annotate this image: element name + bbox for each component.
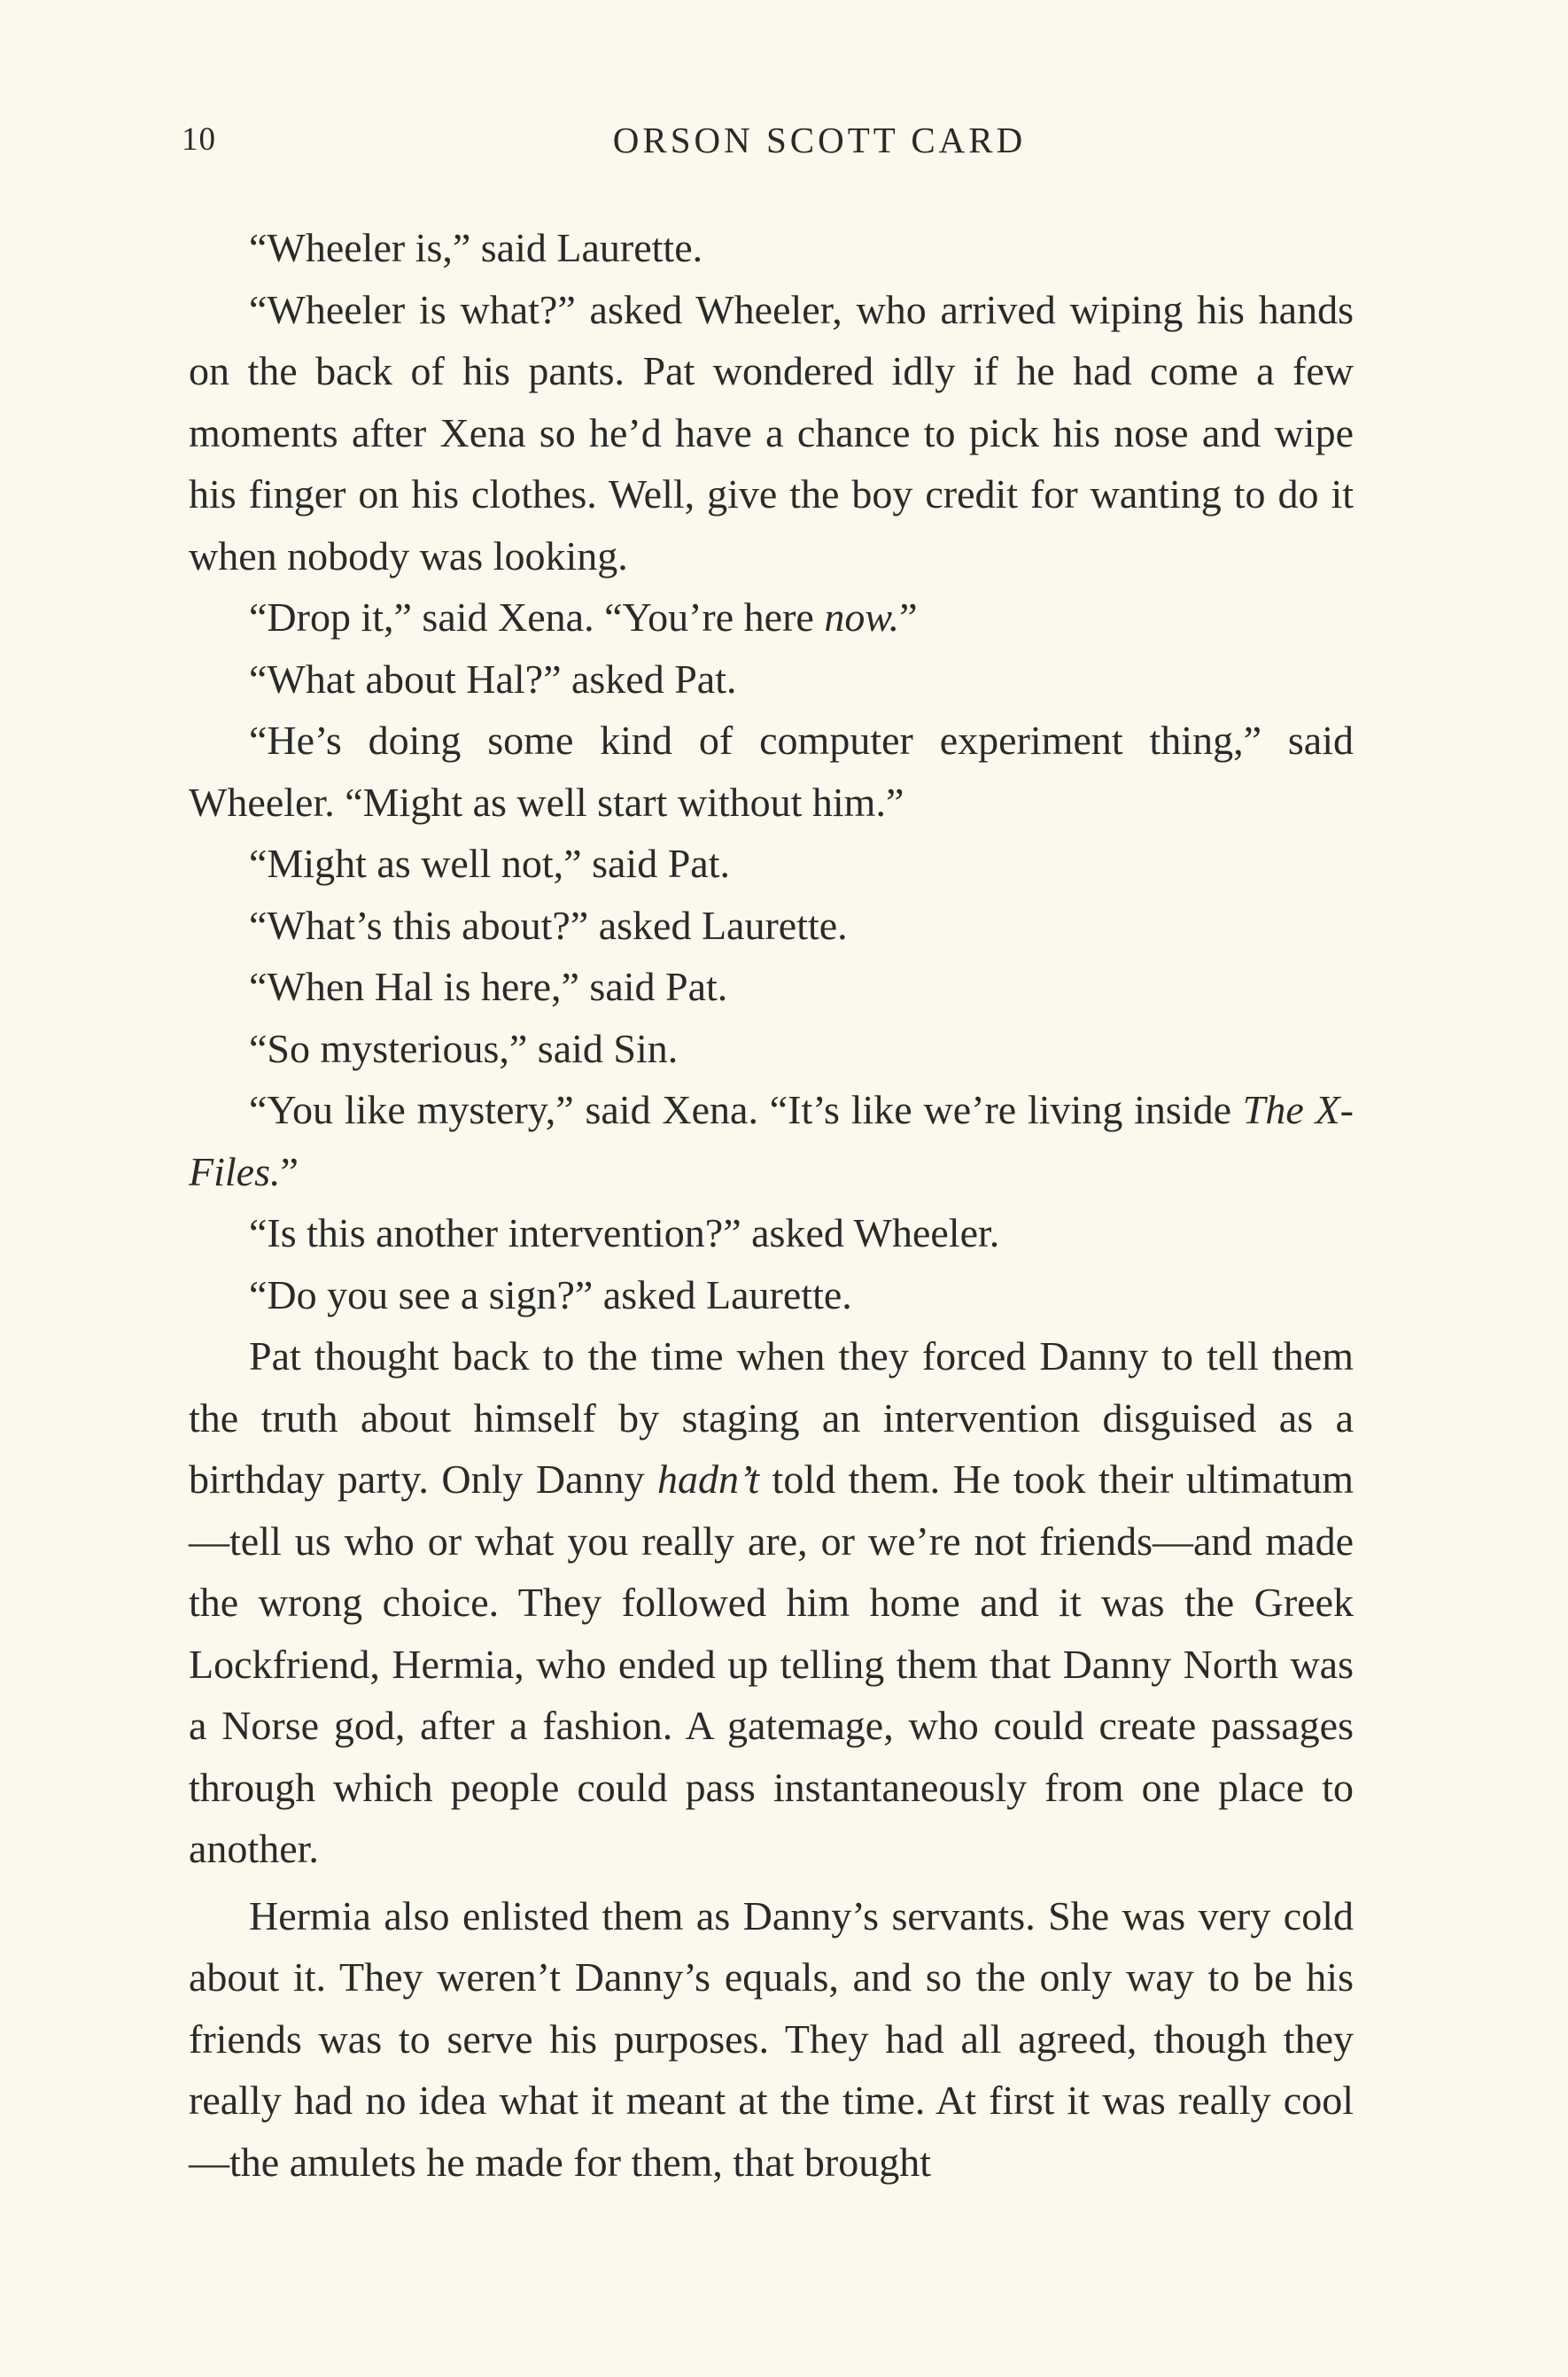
paragraph (189, 1079, 1354, 1202)
paragraph: “What’s this about?” asked Laurette. (249, 902, 848, 948)
paragraph (189, 586, 1354, 649)
running-head: ORSON SCOTT CARD (612, 120, 1027, 160)
paragraph: “Is this another intervention?” asked Wheeler. (249, 1210, 1000, 1255)
body-text (189, 217, 1354, 2193)
italic-text: hadn’t (657, 1456, 760, 1502)
paragraph: “What about Hal?” asked Pat. (249, 656, 737, 702)
paragraph: “When Hal is here,” said Pat. (249, 964, 728, 1009)
paragraph: “Do you see a sign?” asked Laurette. (249, 1271, 852, 1317)
paragraph: “So mysterious,” said Sin. (249, 1025, 679, 1071)
page-header (182, 113, 1351, 167)
paragraph (189, 1325, 1354, 1880)
text-run: ” (280, 1148, 299, 1194)
text-run: “You like mystery,” said Xena. “It’s like we’re living inside (249, 1087, 1243, 1132)
text-run: told them. He took their ultimatum—tell us who or what you really are, or we’re not friends—and made the wrong choice. They followed him home and it was the Greek Lockfriend, Hermia, who ended up telling them that Danny North was a Norse god, after a fashion. A gatemage, who could create passages through which people could pass instantaneously from one place to another. (189, 1456, 1354, 1871)
text-run: Pat thought back to the time when they forced Danny to tell them the truth about himself by staging an intervention disguised as a birthday party. Only Danny (189, 1333, 1354, 1502)
text-run: ” (899, 594, 918, 640)
italic-text: The X-Files. (189, 1087, 1355, 1194)
paragraph: “Wheeler is,” said Laurette. (249, 225, 703, 270)
italic-text: now. (824, 594, 900, 640)
page-number: 10 (182, 121, 216, 158)
text-run: “Drop it,” said Xena. “You’re here (249, 594, 825, 640)
paragraph: Hermia also enlisted them as Danny’s servants. She was very cold about it. They weren’t Danny’s equals, and so the only way to be his friends was to serve his purposes. They had all agreed, though they really had no idea what it meant at the time. At first it was really cool—the amulets he made for them, that brought (189, 1892, 1354, 2185)
paragraph: “He’s doing some kind of computer experiment thing,” said Wheeler. “Might as well start without him.” (189, 718, 1354, 825)
paragraph: “Might as well not,” said Pat. (249, 841, 730, 886)
paragraph: “Wheeler is what?” asked Wheeler, who arrived wiping his hands on the back of his pants. Pat wondered idly if he had come a few moments after Xena so he’d have a chance to pick his nose and wipe his finger on his clothes. Well, give the boy credit for wanting to do it when nobody was looking. (189, 286, 1354, 579)
